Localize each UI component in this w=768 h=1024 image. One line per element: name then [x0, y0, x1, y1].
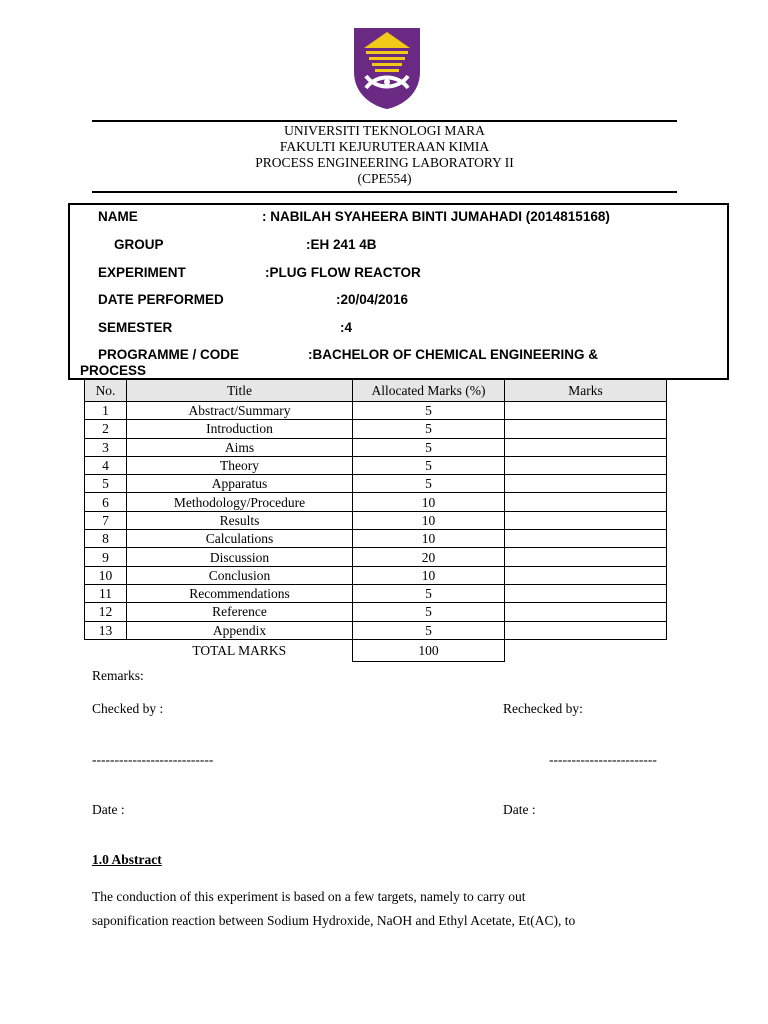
row-allocated-cell: 5 — [353, 438, 505, 456]
table-row — [85, 420, 667, 438]
group-value: :EH 241 4B — [306, 237, 377, 252]
table-header-row — [85, 380, 667, 402]
row-title-cell: Reference — [127, 603, 353, 621]
table-row — [85, 438, 667, 456]
total-spacer-cell — [85, 639, 127, 661]
paragraph-line: The conduction of this experiment is based on a few targets, namely to carry out — [92, 889, 526, 904]
experiment-value: :PLUG FLOW REACTOR — [265, 265, 421, 280]
signature-line-left: --------------------------- — [92, 752, 214, 767]
total-marks-value: 100 — [353, 639, 505, 661]
row-allocated-cell: 10 — [353, 511, 505, 529]
lab-name: PROCESS ENGINEERING LABORATORY II — [255, 155, 514, 170]
date-performed-value: :20/04/2016 — [336, 292, 409, 307]
row-title-cell: Apparatus — [127, 475, 353, 493]
faculty-name: FAKULTI KEJURUTERAAN KIMIA — [279, 139, 490, 154]
row-marks-cell — [505, 475, 667, 493]
table-row — [85, 584, 667, 602]
remarks-label: Remarks: — [92, 668, 144, 683]
row-marks-cell — [505, 402, 667, 420]
table-row — [85, 456, 667, 474]
row-allocated-cell: 10 — [353, 566, 505, 584]
row-allocated-cell: 5 — [353, 456, 505, 474]
row-number-cell: 8 — [85, 530, 127, 548]
row-title-cell: Theory — [127, 456, 353, 474]
programme-value-continued: PROCESS — [80, 363, 147, 378]
semester-label: SEMESTER — [98, 320, 173, 335]
section-title-abstract: 1.0 Abstract — [92, 852, 162, 867]
row-number-cell: 6 — [85, 493, 127, 511]
row-title-cell: Conclusion — [127, 566, 353, 584]
row-title-cell: Results — [127, 511, 353, 529]
course-code: (CPE554) — [357, 171, 412, 186]
university-name: UNIVERSITI TEKNOLOGI MARA — [284, 123, 485, 138]
marks-table — [84, 379, 667, 662]
name-value: : NABILAH SYAHEERA BINTI JUMAHADI (2014815168) — [262, 209, 610, 224]
row-title-cell: Calculations — [127, 530, 353, 548]
row-title-cell: Discussion — [127, 548, 353, 566]
row-number-cell: 5 — [85, 475, 127, 493]
abstract-paragraph — [92, 885, 692, 933]
row-allocated-cell: 5 — [353, 621, 505, 639]
row-allocated-cell: 5 — [353, 584, 505, 602]
row-number-cell: 13 — [85, 621, 127, 639]
paragraph-line: saponification reaction between Sodium Hydroxide, NaOH and Ethyl Acetate, Et(AC), to — [92, 913, 576, 928]
row-number-cell: 10 — [85, 566, 127, 584]
header-top-rule — [92, 120, 677, 122]
date-left-label: Date : — [92, 802, 125, 817]
programme-value: :BACHELOR OF CHEMICAL ENGINEERING & — [308, 347, 599, 362]
row-marks-cell — [505, 493, 667, 511]
date-right-label: Date : — [503, 802, 536, 817]
row-allocated-cell: 10 — [353, 493, 505, 511]
row-allocated-cell: 5 — [353, 402, 505, 420]
table-row — [85, 530, 667, 548]
row-allocated-cell: 5 — [353, 603, 505, 621]
signature-line-right: ------------------------ — [549, 752, 657, 767]
table-row — [85, 475, 667, 493]
row-marks-cell — [505, 548, 667, 566]
column-header-no: No. — [85, 380, 127, 402]
university-crest-logo — [352, 26, 422, 110]
total-empty-cell — [505, 639, 667, 661]
table-row — [85, 548, 667, 566]
semester-value: :4 — [340, 320, 353, 335]
date-performed-label: DATE PERFORMED — [98, 292, 224, 307]
row-title-cell: Aims — [127, 438, 353, 456]
experiment-label: EXPERIMENT — [98, 265, 186, 280]
header-bottom-rule — [92, 191, 677, 193]
row-marks-cell — [505, 456, 667, 474]
table-row — [85, 566, 667, 584]
row-number-cell: 2 — [85, 420, 127, 438]
row-allocated-cell: 5 — [353, 475, 505, 493]
row-number-cell: 12 — [85, 603, 127, 621]
row-marks-cell — [505, 566, 667, 584]
column-header-allocated: Allocated Marks (%) — [353, 380, 505, 402]
row-marks-cell — [505, 621, 667, 639]
row-number-cell: 3 — [85, 438, 127, 456]
group-label: GROUP — [114, 237, 164, 252]
row-marks-cell — [505, 438, 667, 456]
table-row — [85, 603, 667, 621]
table-row — [85, 511, 667, 529]
row-title-cell: Methodology/Procedure — [127, 493, 353, 511]
row-marks-cell — [505, 511, 667, 529]
row-marks-cell — [505, 530, 667, 548]
rechecked-by-label: Rechecked by: — [503, 701, 583, 716]
table-row — [85, 493, 667, 511]
row-title-cell: Recommendations — [127, 584, 353, 602]
row-number-cell: 7 — [85, 511, 127, 529]
checked-by-label: Checked by : — [92, 701, 164, 716]
row-title-cell: Appendix — [127, 621, 353, 639]
row-marks-cell — [505, 420, 667, 438]
row-title-cell: Abstract/Summary — [127, 402, 353, 420]
row-allocated-cell: 10 — [353, 530, 505, 548]
row-number-cell: 11 — [85, 584, 127, 602]
header-block — [92, 123, 677, 187]
row-allocated-cell: 5 — [353, 420, 505, 438]
row-number-cell: 4 — [85, 456, 127, 474]
name-label: NAME — [98, 209, 138, 224]
row-marks-cell — [505, 584, 667, 602]
column-header-title: Title — [127, 380, 353, 402]
row-marks-cell — [505, 603, 667, 621]
row-allocated-cell: 20 — [353, 548, 505, 566]
row-title-cell: Introduction — [127, 420, 353, 438]
total-row — [85, 639, 667, 661]
table-row — [85, 402, 667, 420]
row-number-cell: 1 — [85, 402, 127, 420]
total-marks-label: TOTAL MARKS — [192, 643, 287, 659]
row-number-cell: 9 — [85, 548, 127, 566]
table-row — [85, 621, 667, 639]
marks-table-body — [85, 402, 667, 662]
column-header-marks: Marks — [505, 380, 667, 402]
programme-label: PROGRAMME / CODE — [98, 347, 240, 362]
